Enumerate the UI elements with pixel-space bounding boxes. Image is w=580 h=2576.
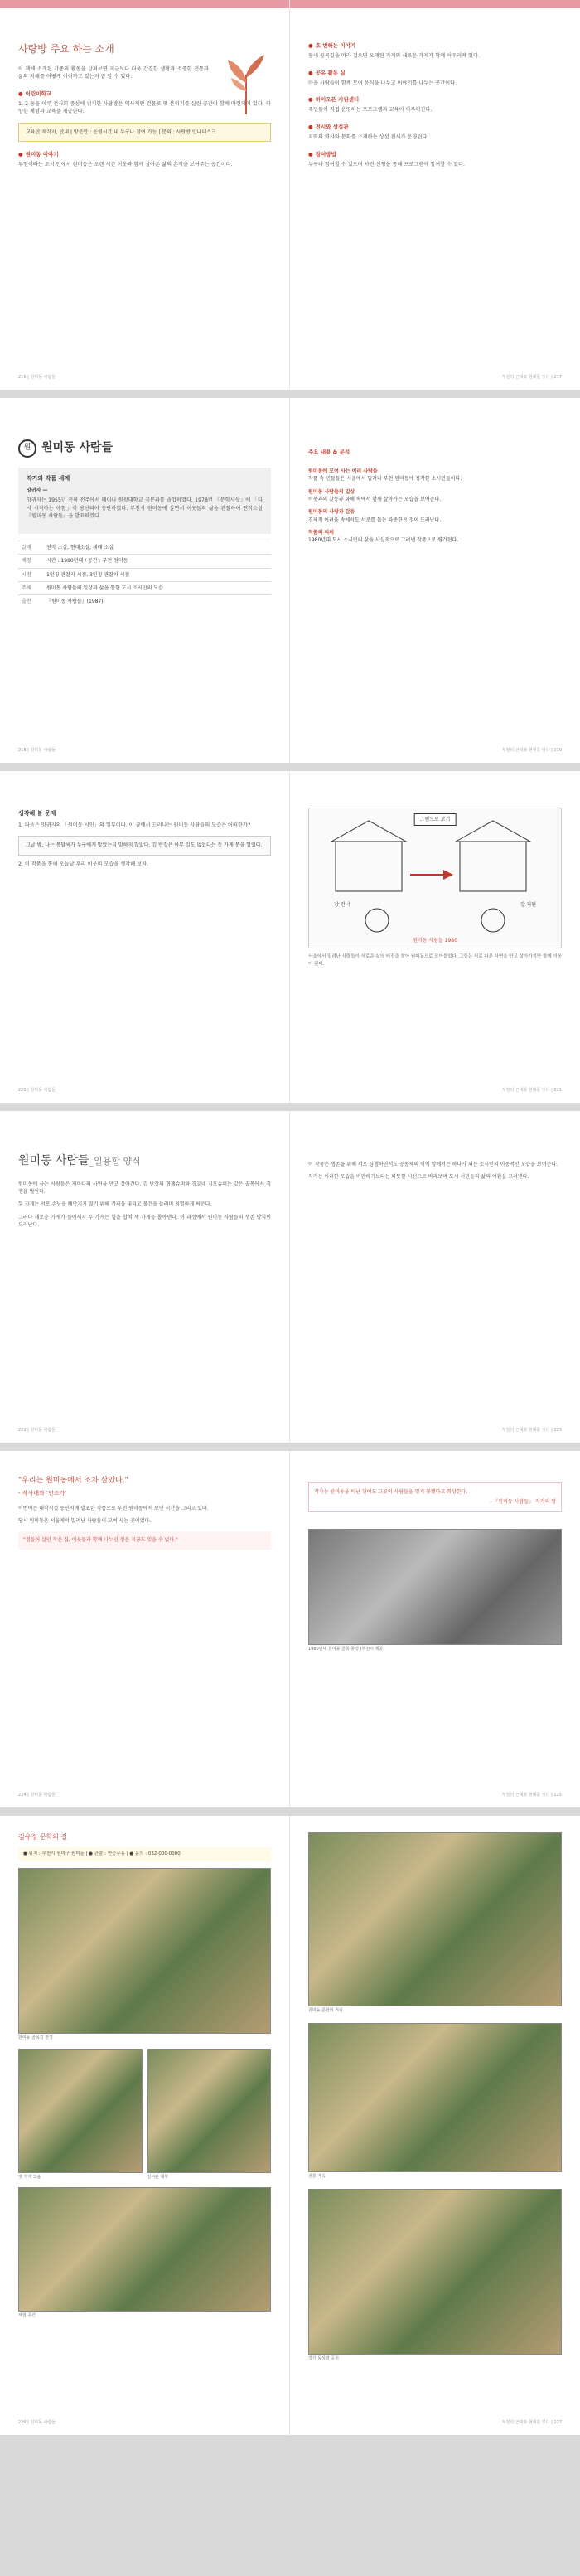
house-sketch-icon [309,808,561,949]
bullet-icon: ● [308,69,313,76]
photo-mid [308,2023,562,2172]
chapter-header [18,439,271,458]
folio: 218 | 원미동 사람들 [18,748,56,754]
folio: 216 | 원미동 사람들 [18,375,56,381]
historic-photo [308,1529,562,1645]
illustration-tag: 그림으로 보기 [414,813,457,826]
item-text: 마을 사람들이 함께 모여 음식을 나누고 이야기를 나누는 공간이다. [308,80,457,86]
spread-2 [0,398,580,763]
author-box [18,468,271,534]
illustration-frame [308,808,562,948]
section-text-1: 1, 2 동을 이루 전시회 중심에 위치한 사랑방은 역사적인 건물로 옛 분위기를 살린 공간이 함께 마련되어 있다. 다양한 체험과 교육을 제공한다. [18,100,271,115]
item-text: 지역의 역사와 문화를 소개하는 상설 전시가 운영된다. [308,134,429,141]
page-227 [290,1816,580,2435]
page-224 [0,1451,290,1807]
section-head-1: ● 어린이학교 [18,90,52,97]
body-paragraph: 당시 원미동은 서울에서 밀려난 사람들이 모여 사는 곳이었다. [18,1518,152,1525]
spread-1 [0,0,580,390]
work-info-table [18,541,271,608]
page-217 [290,0,580,390]
folio: 부천의 근대와 현대를 잇다 | 221 [501,1088,562,1094]
body-paragraph: 그러나 새로운 가게가 들어서자 두 가게는 힘을 합쳐 새 가게를 몰아낸다. 이 과정에서 원미동 사람들의 생존 방식이 드러난다. [18,1214,271,1228]
section-head: 김유정 문학의 길 [18,1833,68,1841]
photo-cell: 전시관 내부 [147,2049,272,2181]
body-paragraph: 작가는 이러한 모습을 비판하기보다는 따뜻한 시선으로 바라보며 도시 서민들의 삶의 애환을 그려낸다. [308,1174,529,1181]
page-223 [290,1111,580,1443]
question-1: 1. 다음은 양귀자의 「원미동 시인」의 일부이다. 이 글에서 드러나는 원미동 사람들의 모습은 어떠한가? [18,822,251,828]
item-text: 누구나 참여할 수 있으며 사전 신청을 통해 프로그램에 참여할 수 있다. [308,161,465,167]
item-list [308,41,562,168]
analysis-head: 주요 내용 & 분석 [308,449,350,455]
item-text: 주민들이 직접 운영하는 프로그램과 교육이 이루어진다. [308,107,433,114]
item-text: 동네 골목길을 따라 걸으면 오래된 가게와 새로운 가게가 함께 어우러져 있다. [308,53,480,60]
page-221 [290,771,580,1103]
section-head-2: ● 원미동 이야기 [18,151,59,158]
list-item: 원미동 사람들의 일상 이웃과의 갈등과 화해 속에서 함께 살아가는 모습을 보여준다. [308,488,442,502]
item-head: ● 공유 활동 실 [308,69,346,76]
page-218 [0,398,290,763]
chapter-ring-icon: 원 [18,439,36,458]
photo-caption: 전통 가옥 [308,2173,326,2179]
body-paragraph: 이 작품은 생존을 위해 서로 경쟁하면서도 공동체의 이익 앞에서는 하나가 되는 소시민의 이중적인 모습을 보여준다. [308,1162,558,1167]
page-222 [0,1111,290,1443]
page-219 [290,398,580,763]
item-head: ● 하이오픈 지원센터 [308,96,360,104]
photo-grid [18,2049,271,2181]
folio: 부천의 근대와 현대를 잇다 | 219 [501,748,562,754]
bullet-icon: ● [308,150,313,158]
excerpt-box: 그날 밤, 나는 몽달씨가 누구에게 맞았는지 말하지 않았다. 김 반장은 아무 일도 없었다는 듯 가게 문을 열었다. [18,836,271,855]
folio: 부천의 근대와 현대를 잇다 | 217 [501,375,562,381]
list-item: 작품의 의의 1980년대 도시 소시민의 삶을 사실적으로 그려낸 작품으로 평가된다. [308,529,459,544]
question-head: 생각해 볼 문제 [18,810,56,817]
list-item: 원미동에 모여 사는 여러 사람들 작품 속 인물들은 서울에서 밀려나 부천 원미동에 정착한 소시민들이다. [308,468,462,483]
pink-quote: "정들어 살던 작은 집, 이웃들과 함께 나누던 정은 지금도 잊을 수 없다." [18,1531,271,1549]
spread-3 [0,771,580,1103]
intro-text: 이 책에 소개된 각종의 활동을 살펴보면 지금보다 더욱 간결한 생활과 소중한 전통과 삶의 지혜를 어떻게 이어가고 있는지 잘 알 수 있다. [18,65,209,80]
page-226 [0,1816,290,2435]
folio: 부천의 근대와 현대를 잇다 | 227 [501,2420,562,2426]
label-a: 강 건너 [334,902,350,908]
label-b: 강 저편 [520,902,536,908]
folio: 224 | 원미동 사람들 [18,1793,56,1798]
photo-bottom [308,2189,562,2355]
item-head: ● 전시와 상설관 [308,124,349,131]
page-216 [0,0,290,390]
folio: 226 | 원미동 사람들 [18,2420,56,2426]
bullet-icon: ● [308,96,313,104]
author-box-head: 작가와 작품 세계 [27,475,70,482]
question-2: 2. 이 작품을 통해 오늘날 우리 이웃의 모습을 생각해 보자. [18,861,149,867]
spread-5 [0,1451,580,1807]
author-bio: 양귀자는 1955년 전북 전주에서 태어나 원광대학교 국문과를 졸업하였다. 1978년 『문학사상』에 「다시 시작하는 아침」이 당선되어 등단하였다. 부천시 원미동에 살면서 이웃들의 삶을 관찰하여 연작소설 『원미동 사람들』을 발표하였다. [27,497,263,520]
bullet-icon: ● [308,124,313,131]
table-row: 출전 『원미동 사람들』(1987) [18,595,271,609]
table-row: 배경 시간 : 1980년대 / 공간 : 부천 원미동 [18,555,271,568]
table-row: 주제 원미동 사람들의 일상과 삶을 통한 도시 소시민의 모습 [18,581,271,594]
body-paragraph: 원미동에 사는 사람들은 저마다의 사연을 안고 살아간다. 김 반장의 형제슈퍼와 경호네 김포슈퍼는 같은 골목에서 경쟁을 벌인다. [18,1181,271,1195]
label-c: 원미동 사람들 1980 [413,937,457,944]
info-bullets: ● 위치 : 부천시 원미구 원미동 | ● 관람 : 연중무휴 | ● 문의 : 032-000-0000 [18,1847,271,1861]
list-item: 원미동의 사랑과 갈등 경제적 어려움 속에서도 서로를 돕는 따뜻한 인정이 드러난다. [308,509,442,523]
bullet-icon: ● [18,90,23,97]
photo-large [18,1868,271,2034]
photo-caption: 원미동 골목길 전경 [18,2035,53,2040]
folio: 220 | 원미동 사람들 [18,1088,56,1094]
photo-cell: 옛 가게 모습 [18,2049,143,2181]
spread-6 [0,1816,580,2435]
bullet-icon: ● [308,42,313,49]
photo-bottom [18,2187,271,2312]
bullet-icon: ● [18,151,23,158]
chapter-title: 원미동 사람들 [41,441,114,455]
photo-large [308,1832,562,2006]
photo-caption: 체험 공간 [18,2313,36,2319]
folio: 222 | 원미동 사람들 [18,1428,56,1434]
aside-quote: 작가는 원미동을 떠난 뒤에도 그곳의 사람들을 잊지 못했다고 회상한다. - 『원미동 사람들』 작가의 말 [308,1482,562,1512]
page-220 [0,771,290,1103]
info-box: 교육안 제작자, 안내 | 방문안 : 운영시간 내 누구나 참여 가능 | 문의 : 사랑방 안내데스크 [18,123,271,142]
photo-caption: 원미동 문학의 거리 [308,2008,343,2013]
body-paragraph: 두 가게는 서로 손님을 빼앗기지 않기 위해 가격을 내리고 물건을 늘리며 치열하게 싸운다. [18,1201,212,1208]
quote-head: "우리는 원미동에서 조차 살았다." [18,1477,128,1485]
item-head: ● 참여방법 [308,150,336,158]
author-name: 양귀자 — [27,487,48,493]
topic-list [308,468,562,544]
table-row: 갈래 연작 소설, 현대소설, 세태 소설 [18,541,271,554]
folio: 부천의 근대와 현대를 잇다 | 225 [501,1793,562,1798]
spread-4 [0,1111,580,1443]
body-paragraph: 이번에는 대학시절 동인지에 발표한 작품으로 부천 원미동에서 보낸 시간을 그리고 있다. [18,1505,209,1511]
folio: 부천의 근대와 현대를 잇다 | 223 [501,1428,562,1434]
photo-caption: 1980년대 원미동 골목 풍경 (부천시 제공) [308,1646,385,1652]
item-head: ● 호 변하는 이야기 [308,42,356,49]
photo-caption: 작가 동상과 공원 [308,2355,339,2361]
section-text-2: 부천이라는 도시 안에서 원미동은 오랜 시간 이웃과 함께 살아온 삶의 흔적을 보여주는 공간이다. [18,162,233,168]
table-row: 시점 1인칭 관찰자 시점, 3인칭 관찰자 시점 [18,568,271,581]
page-title: 사랑방 주요 하는 소개 [18,43,114,55]
illustration-note: 서울에서 밀려난 사람들이 새로운 삶의 터전을 찾아 원미동으로 모여들었다. 그들은 서로 다른 사연을 안고 살아가지만 함께 이웃이 된다. [308,954,563,967]
chapter-title: 원미동 사람들_일용할 양식 [18,1154,141,1167]
page-225 [290,1451,580,1807]
plant-illustration-icon [221,50,271,116]
quote-sub: - 작사배와 '인조가' [18,1489,67,1497]
